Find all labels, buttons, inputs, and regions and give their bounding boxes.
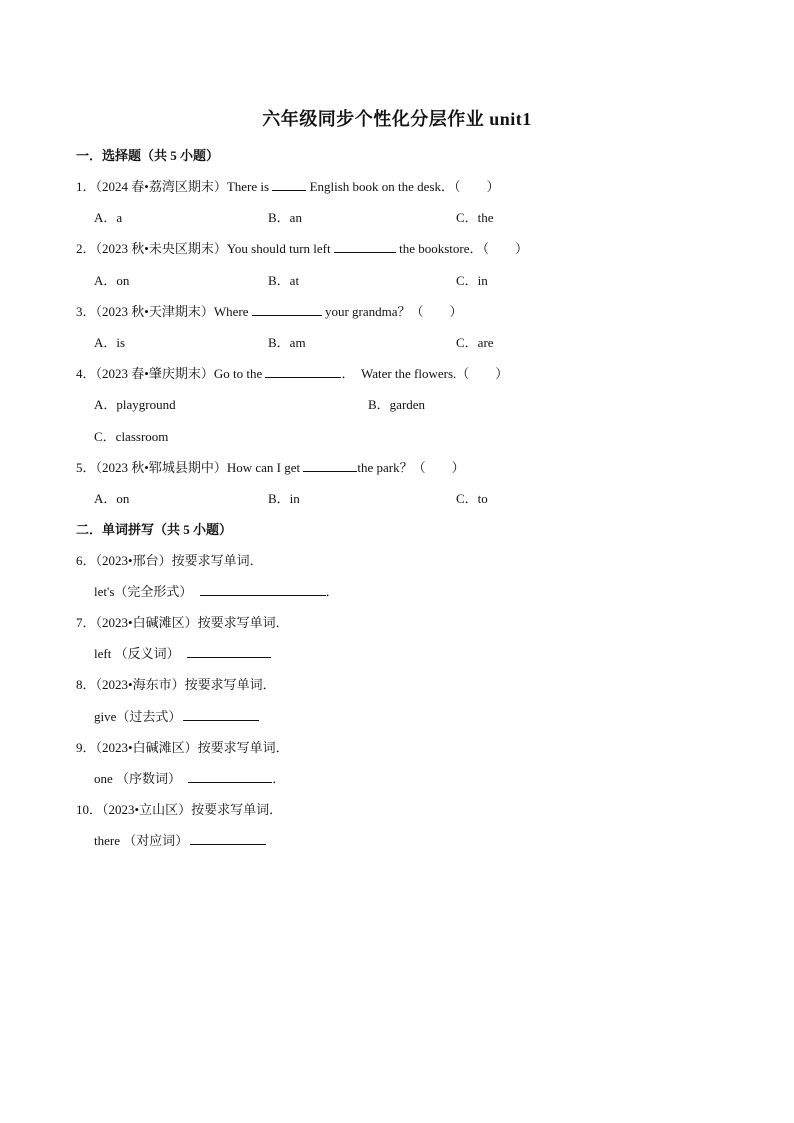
option-a: A．is [94,335,126,350]
question-number: 6． [76,553,96,568]
spelling-line-9 [94,768,285,787]
option-b: B．am [268,335,306,350]
question-source: （2023 秋•天津期末） [95,304,214,319]
answer-blank[interactable] [265,365,341,378]
question-number: 2． [76,241,96,256]
question-number: 5． [76,460,96,475]
answer-blank[interactable] [272,178,306,191]
answer-blank[interactable] [190,832,266,845]
line-end: ． [325,584,339,599]
question-number: 4． [76,366,96,381]
question-source: （2023 春•肇庆期末） [95,366,214,381]
question-7 [76,612,289,631]
answer-blank[interactable] [303,459,357,472]
question-number: 10． [76,802,103,817]
option-c: C．in [456,273,488,288]
question-source: （2023 秋•未央区期末） [95,241,227,256]
spelling-line-10 [94,830,266,849]
answer-blank[interactable] [183,708,259,721]
question-number: 9． [76,740,96,755]
option-c: C．classroom [94,429,169,444]
question-instruction: 按要求写单词． [184,677,276,692]
page-title: 六年级同步个性化分层作业 unit1 [262,109,532,129]
question-number: 8． [76,677,96,692]
line-end: ． [272,771,286,786]
question-source: （2023•海东市） [95,677,185,692]
question-text-pre: You should turn left [226,241,334,256]
question-source: （2023•立山区） [102,802,192,817]
question-8 [76,674,276,693]
question-text-pre: Go to the [213,366,266,381]
option-a: A．playground [94,397,176,412]
question-source: （2023•白碱滩区） [95,615,198,630]
question-instruction: 按要求写单词． [197,615,289,630]
spelling-line-7 [94,643,271,662]
option-c: C．to [456,491,488,506]
answer-blank[interactable] [252,303,322,316]
question-3 [76,301,463,320]
question-text-post: your grandma？（ ） [321,304,463,319]
question-5 [76,457,465,476]
word-prompt: let's（完全形式） [94,584,193,599]
question-text-post: English book on the desk．（ ） [306,179,500,194]
question-text-post: ． Water the flowers.（ ） [341,366,509,381]
answer-blank[interactable] [188,770,272,783]
question-9 [76,737,289,756]
option-a: A．on [94,273,130,288]
answer-blank[interactable] [334,240,396,253]
question-text-post: the park？（ ） [357,460,465,475]
word-prompt: give（过去式） [94,709,182,724]
answer-blank[interactable] [200,583,326,596]
option-b: B．at [268,273,300,288]
question-text-pre: There is [226,179,273,194]
question-number: 7． [76,615,96,630]
option-a: A．a [94,210,123,225]
question-instruction: 按要求写单词． [197,740,289,755]
word-prompt: left （反义词） [94,646,180,661]
question-text-pre: How can I get [226,460,304,475]
question-text-pre: Where [213,304,252,319]
word-prompt: one （序数词） [94,771,182,786]
question-number: 3． [76,304,96,319]
question-number: 1． [76,179,96,194]
question-1 [76,176,500,195]
spelling-line-6 [94,581,339,600]
word-prompt: there （对应词） [94,833,189,848]
question-text-post: the bookstore．（ ） [395,241,529,256]
question-10 [76,799,282,818]
spelling-line-8 [94,706,259,725]
question-source: （2023•邢台） [95,553,172,568]
question-source: （2023•白碱滩区） [95,740,198,755]
option-c: C．the [456,210,494,225]
question-source: （2024 春•荔湾区期末） [95,179,227,194]
section-heading-choice: 一．选择题（共 5 小题） [76,148,220,163]
option-c: C．are [456,335,494,350]
option-b: B．garden [368,397,426,412]
question-6 [76,550,263,569]
question-instruction: 按要求写单词． [191,802,283,817]
question-4 [76,363,508,382]
option-b: B．in [268,491,300,506]
option-a: A．on [94,491,130,506]
section-heading-spelling: 二．单词拼写（共 5 小题） [76,522,233,537]
answer-blank[interactable] [187,645,271,658]
question-2 [76,238,528,257]
question-instruction: 按要求写单词． [171,553,263,568]
question-source: （2023 秋•郓城县期中） [95,460,227,475]
option-b: B．an [268,210,302,225]
